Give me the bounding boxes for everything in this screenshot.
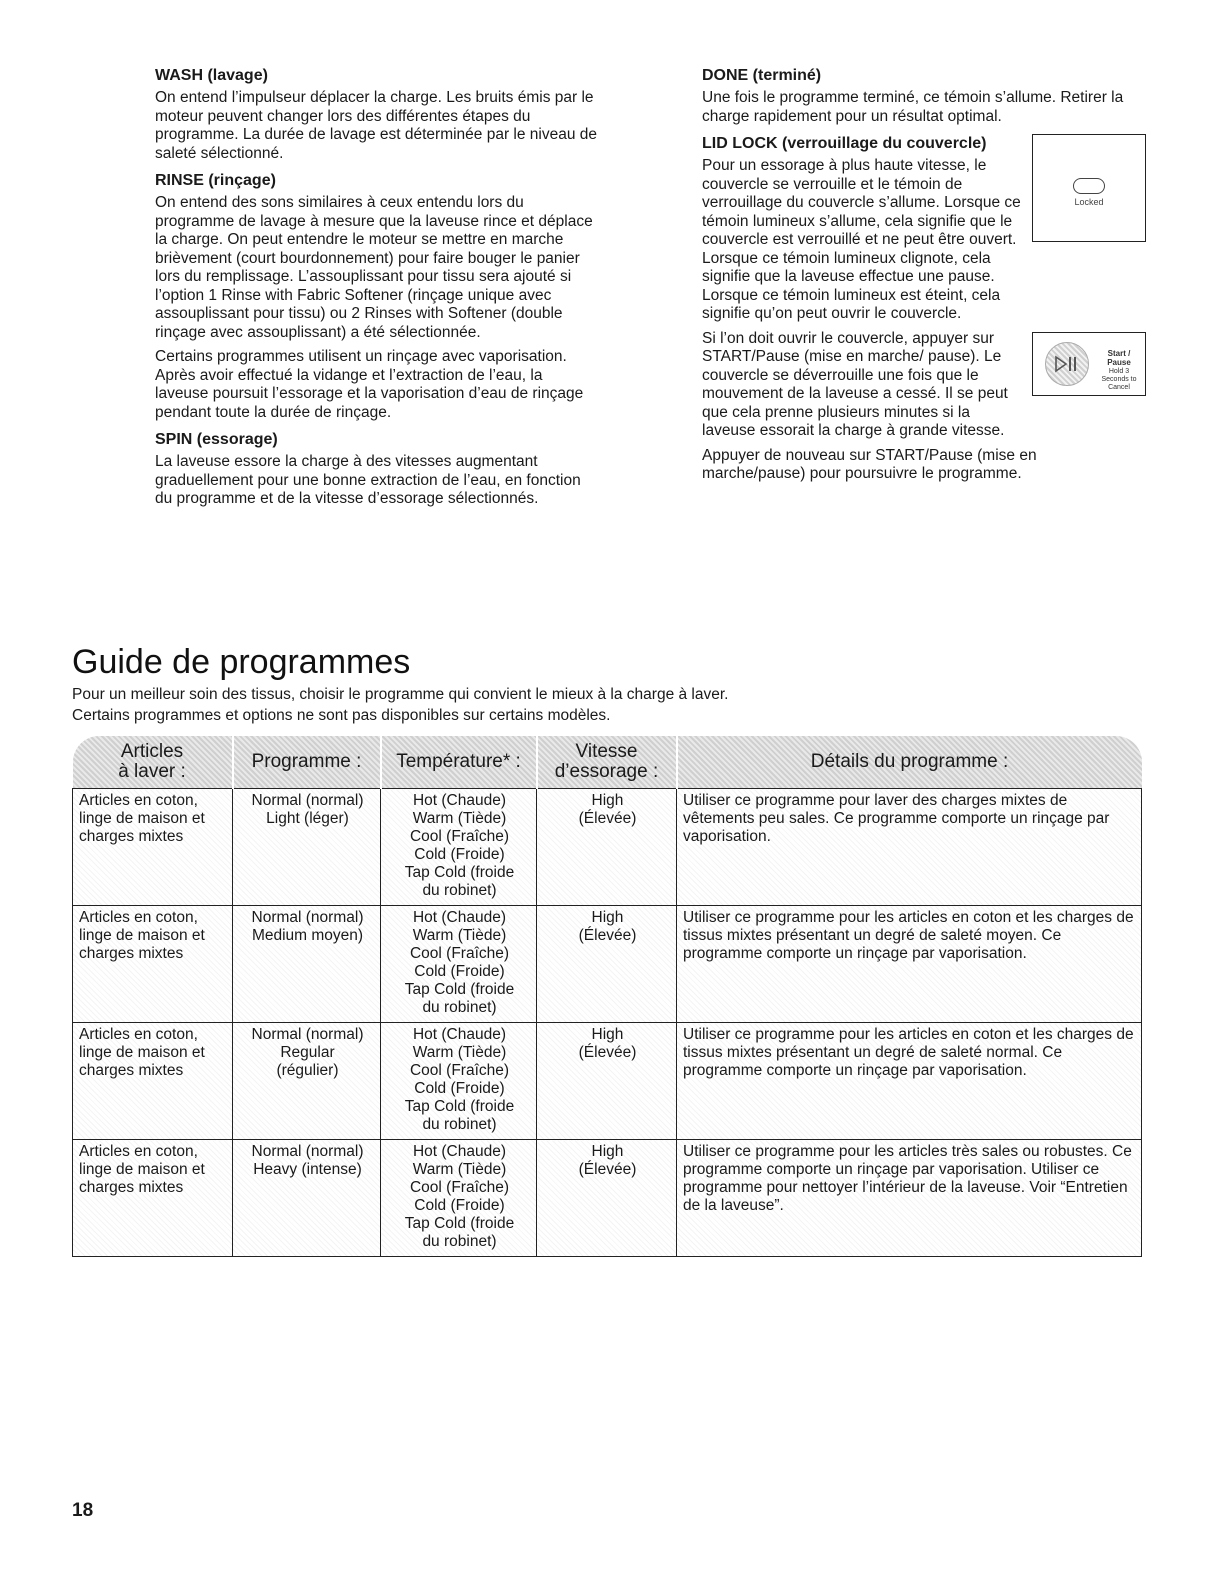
temperature-cell-line: Hot (Chaude) — [412, 1143, 507, 1160]
header-line: d’essorage : — [554, 761, 659, 782]
guide-intro-line-1: Pour un meilleur soin des tissus, choisir le programme qui convient le mieux à la charge à laver. — [72, 686, 729, 703]
details-cell: Utiliser ce programme pour les articles en coton et les charges de tissus mixtes présentant un degré de saleté moyen. Ce programme comporte un rinçage par vaporisation. — [677, 906, 1142, 1023]
programme-cell-line: Normal (normal) — [251, 1143, 364, 1160]
programme-cell-line: Regular — [280, 1044, 335, 1061]
programme-cell-line: Normal (normal) — [251, 909, 364, 926]
rinse-text-2: Certains programmes utilisent un rinçage avec vaporisation. Après avoir effectué la vidange et l’extraction de l’eau, la laveuse poursuit l’essorage et la vaporisation d’eau de rinçage pendant toute la durée de rinçage. — [155, 348, 584, 421]
program-guide-table — [72, 736, 1142, 1257]
programme-cell — [233, 906, 381, 1023]
vitesse-cell — [537, 789, 677, 906]
done-section — [702, 66, 1144, 126]
temperature-cell-line: Cold (Froide) — [414, 1197, 505, 1214]
temperature-cell-line: Hot (Chaude) — [412, 909, 507, 926]
temperature-cell-line: Cold (Froide) — [414, 1080, 505, 1097]
temperature-cell — [381, 906, 537, 1023]
locked-label: Locked — [1074, 197, 1104, 207]
guide-intro — [72, 684, 728, 726]
header-temperature — [381, 736, 537, 789]
header-details — [677, 736, 1142, 789]
rinse-section — [155, 171, 600, 422]
left-column — [155, 66, 600, 517]
spin-text: La laveuse essore la charge à des vitesses augmentant graduellement pour une bonne extraction de l’eau, en fonction du programme et de la vitesse d’essorage sélectionnés. — [155, 453, 581, 507]
vitesse-cell-line: (Élevée) — [578, 810, 637, 827]
table-header-row — [73, 736, 1142, 789]
hold-cancel-label: Hold 3 Seconds to Cancel — [1101, 367, 1137, 391]
temperature-cell-line: du robinet) — [422, 1116, 497, 1133]
right-column — [702, 66, 1144, 490]
header-line: Vitesse — [575, 741, 638, 762]
programme-cell-line: Light (léger) — [266, 810, 349, 827]
articles-cell-line: charges mixtes — [79, 945, 184, 962]
play-pause-icon — [1045, 342, 1089, 386]
temperature-cell-line: Hot (Chaude) — [412, 1026, 507, 1043]
articles-cell — [73, 789, 233, 906]
header-line: Programme : — [251, 751, 362, 772]
articles-cell-line: Articles en coton, — [79, 1143, 198, 1160]
header-vitesse — [537, 736, 677, 789]
vitesse-cell — [537, 1140, 677, 1257]
programme-cell-line: Medium moyen) — [251, 927, 364, 944]
programme-cell-line: Normal (normal) — [251, 792, 364, 809]
temperature-cell-line: Hot (Chaude) — [412, 792, 507, 809]
temperature-cell-line: Cool (Fraîche) — [409, 1062, 510, 1079]
temperature-cell-line: Cool (Fraîche) — [409, 945, 510, 962]
temperature-cell-line: Warm (Tiède) — [412, 1161, 507, 1178]
articles-cell-line: charges mixtes — [79, 1062, 184, 1079]
header-line: à laver : — [118, 761, 186, 782]
temperature-cell-line: Cold (Froide) — [414, 963, 505, 980]
articles-cell-line: linge de maison et — [79, 1161, 205, 1178]
header-programme — [233, 736, 381, 789]
temperature-cell-line: du robinet) — [422, 999, 497, 1016]
vitesse-cell-line: High — [591, 909, 624, 926]
vitesse-cell-line: (Élevée) — [578, 1161, 637, 1178]
articles-cell-line: linge de maison et — [79, 927, 205, 944]
programme-cell — [233, 789, 381, 906]
guide-intro-line-2: Certains programmes et options ne sont pas disponibles sur certains modèles. — [72, 707, 611, 724]
temperature-cell-line: Tap Cold (froide — [404, 981, 515, 998]
temperature-cell-line: du robinet) — [422, 882, 497, 899]
temperature-cell-line: Tap Cold (froide — [404, 1098, 515, 1115]
programme-cell — [233, 1023, 381, 1140]
lid-lock-title: LID LOCK (verrouillage du couvercle) — [702, 135, 987, 152]
articles-cell-line: linge de maison et — [79, 1044, 205, 1061]
temperature-cell-line: Warm (Tiède) — [412, 1044, 507, 1061]
header-line: Détails du programme : — [810, 751, 1009, 772]
header-articles — [73, 736, 233, 789]
programme-cell-line: Heavy (intense) — [253, 1161, 362, 1178]
start-pause-illustration — [1032, 332, 1146, 396]
guide-title: Guide de programmes — [72, 643, 411, 681]
temperature-cell-line: Warm (Tiède) — [412, 810, 507, 827]
temperature-cell-line: Warm (Tiède) — [412, 927, 507, 944]
vitesse-cell-line: (Élevée) — [578, 927, 637, 944]
lid-lock-text-block — [702, 134, 1022, 324]
articles-cell — [73, 906, 233, 1023]
table-row — [73, 906, 1142, 1023]
start-pause-section — [702, 330, 1144, 484]
rinse-text-1: On entend des sons similaires à ceux entendu lors du programme de lavage à mesure que la laveuse rince et déplace la charge. On peut entendre le moteur se mettre en marche brièvement (court bourdonnement) pour faire bouger le panier lors du remplissage. L’assouplissant pour tissu sera ajouté si l’option 1 Rinse with Fabric Softener (rinçage unique avec assouplissant pour tissu) ou 2 Rinses with Softener (double rinçage avec assouplissant) a été sélectionnée. — [155, 194, 593, 341]
vitesse-cell-line: High — [591, 1143, 624, 1160]
articles-cell — [73, 1023, 233, 1140]
lid-lock-section — [702, 134, 1144, 324]
spin-section — [155, 430, 600, 509]
articles-cell-line: Articles en coton, — [79, 909, 198, 926]
wash-text: On entend l’impulseur déplacer la charge. Les bruits émis par le moteur peuvent changer lors des différentes étapes du programme. La durée de lavage est déterminée par le niveau de saleté sélectionné. — [155, 89, 598, 162]
temperature-cell-line: Tap Cold (froide — [404, 1215, 515, 1232]
articles-cell — [73, 1140, 233, 1257]
temperature-cell-line: du robinet) — [422, 1233, 497, 1250]
temperature-cell — [381, 789, 537, 906]
articles-cell-line: charges mixtes — [79, 1179, 184, 1196]
lid-lock-text-2: Si l’on doit ouvrir le couvercle, appuyer sur START/Pause (mise en marche/ pause). Le couvercle se déverrouille une fois que le mouvement de la laveuse a cessé. Il se peut que cela prenne plusieurs minutes si la laveuse essorait la charge à grande vitesse. — [702, 329, 1008, 439]
locked-indicator-illustration — [1032, 134, 1146, 242]
start-pause-label: Start / Pause — [1107, 348, 1131, 367]
temperature-cell — [381, 1023, 537, 1140]
page-number: 18 — [72, 1500, 94, 1521]
articles-cell-line: charges mixtes — [79, 828, 184, 845]
details-cell: Utiliser ce programme pour laver des charges mixtes de vêtements peu sales. Ce programme comporte un rinçage par vaporisation. — [677, 789, 1142, 906]
programme-cell-line: (régulier) — [276, 1062, 339, 1079]
vitesse-cell-line: (Élevée) — [578, 1044, 637, 1061]
done-text: Une fois le programme terminé, ce témoin s’allume. Retirer la charge rapidement pour un résultat optimal. — [702, 89, 1124, 125]
vitesse-cell — [537, 906, 677, 1023]
table-row — [73, 1023, 1142, 1140]
temperature-cell-line: Cool (Fraîche) — [409, 1179, 510, 1196]
details-cell: Utiliser ce programme pour les articles en coton et les charges de tissus mixtes présentant un degré de saleté normal. Ce programme comporte un rinçage par vaporisation. — [677, 1023, 1142, 1140]
details-cell: Utiliser ce programme pour les articles très sales ou robustes. Ce programme comporte un rinçage par vaporisation. Utiliser ce programme pour nettoyer l’intérieur de la laveuse. Voir “Entretien de la laveuse”. — [677, 1140, 1142, 1257]
lock-light-icon — [1073, 178, 1105, 194]
articles-cell-line: Articles en coton, — [79, 1026, 198, 1043]
lid-lock-text-3: Appuyer de nouveau sur START/Pause (mise en marche/pause) pour poursuivre le programme. — [702, 446, 1037, 482]
temperature-cell — [381, 1140, 537, 1257]
spin-title: SPIN (essorage) — [155, 431, 278, 448]
articles-cell-line: Articles en coton, — [79, 792, 198, 809]
header-line: Température* : — [396, 751, 521, 772]
temperature-cell-line: Cool (Fraîche) — [409, 828, 510, 845]
done-title: DONE (terminé) — [702, 67, 822, 84]
temperature-cell-line: Cold (Froide) — [414, 846, 505, 863]
articles-cell-line: linge de maison et — [79, 810, 205, 827]
rinse-title: RINSE (rinçage) — [155, 172, 276, 189]
vitesse-cell-line: High — [591, 1026, 624, 1043]
lid-lock-text-1: Pour un essorage à plus haute vitesse, le couvercle se verrouille et le témoin de verrouillage du couvercle s’allume. Lorsque ce témoin lumineux s’allume, cela signifie que le couvercle est verrouillé et ne peut être ouvert. Lorsque ce témoin lumineux clignote, cela signifie que la laveuse effectue une pause. Lorsque ce témoin lumineux est éteint, cela signifie qu’on peut ouvrir le couvercle. — [702, 157, 1021, 322]
programme-cell — [233, 1140, 381, 1257]
start-pause-caption — [1095, 350, 1143, 392]
vitesse-cell-line: High — [591, 792, 624, 809]
wash-title: WASH (lavage) — [155, 67, 268, 84]
wash-section — [155, 66, 600, 163]
table-row — [73, 789, 1142, 906]
temperature-cell-line: Tap Cold (froide — [404, 864, 515, 881]
programme-cell-line: Normal (normal) — [251, 1026, 364, 1043]
header-line: Articles — [120, 741, 184, 762]
table-row — [73, 1140, 1142, 1257]
vitesse-cell — [537, 1023, 677, 1140]
